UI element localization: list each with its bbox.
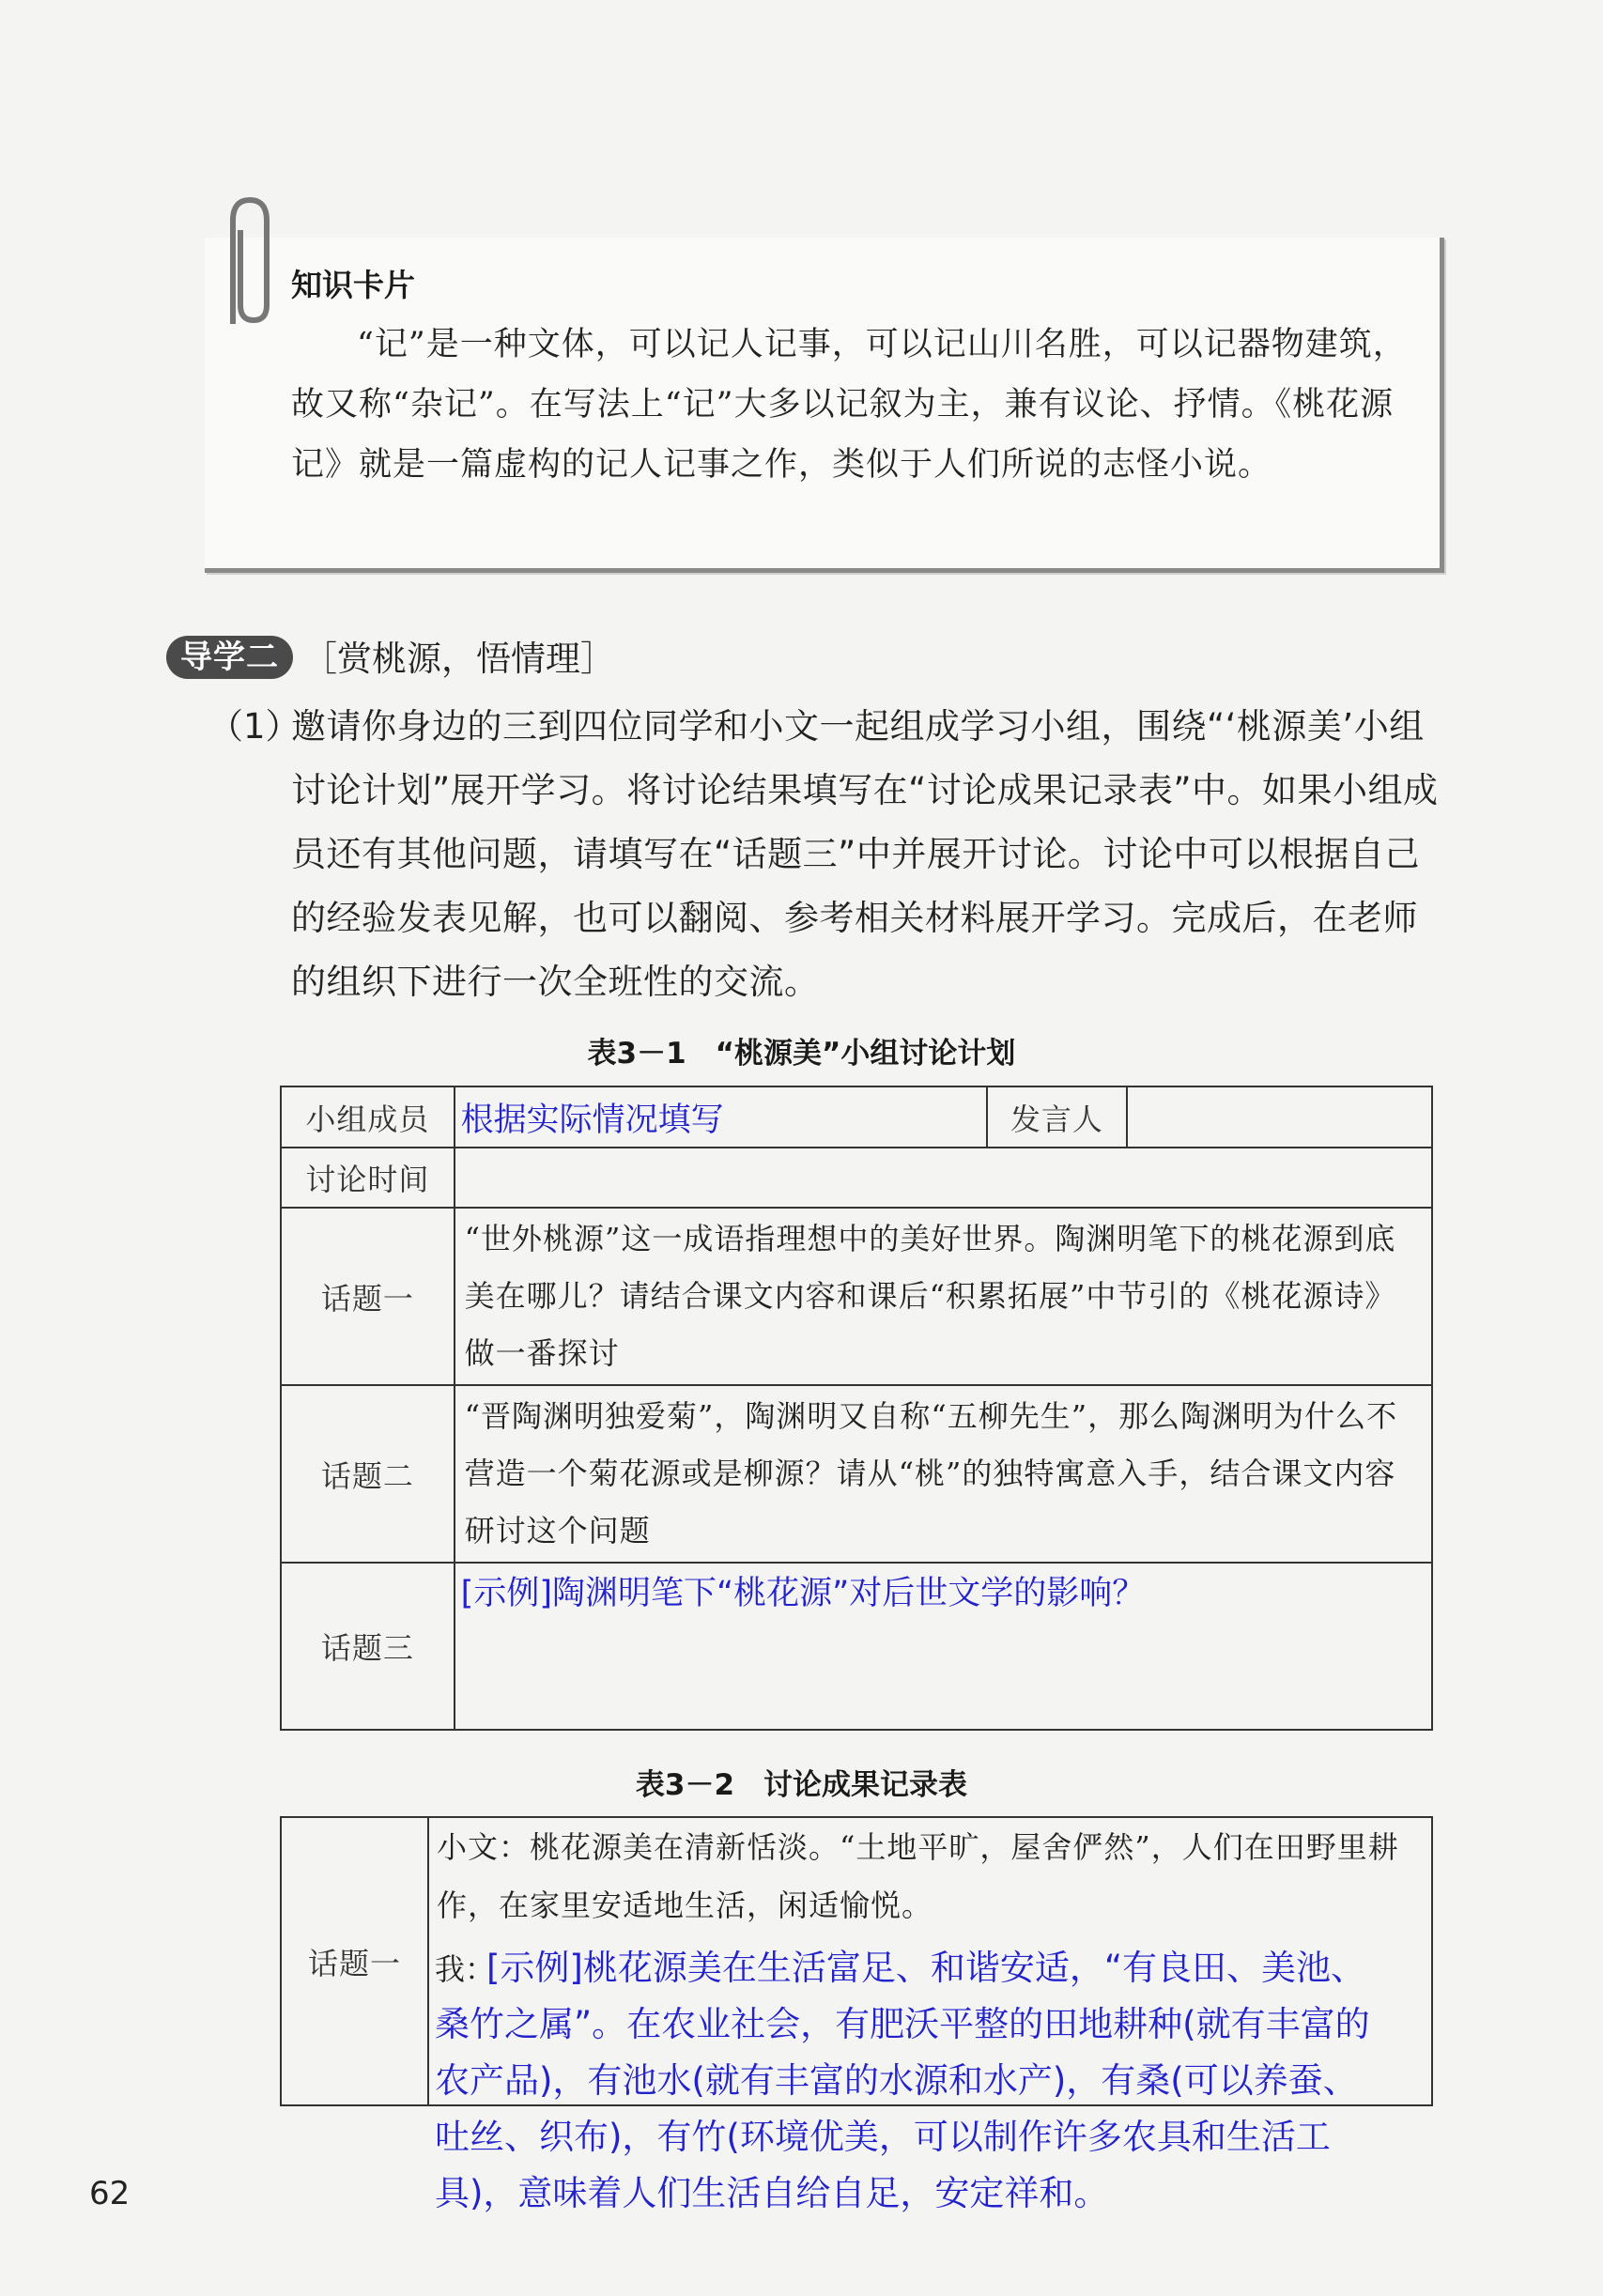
card-body-text: “记”是一种文体，可以记人记事，可以记山川名胜，可以记器物建筑，故又称“杂记”。在写法上“记”大多以记叙为主，兼有议论、抒情。《桃花源记》就是一篇虚构的记人记事之作，类似于人们所说的志怪小说。 bbox=[291, 326, 1407, 484]
card-body bbox=[291, 315, 1418, 495]
speaker-value[interactable] bbox=[1127, 1086, 1432, 1148]
topic1-label: 话题一 bbox=[281, 1208, 455, 1385]
paperclip-icon bbox=[205, 193, 280, 333]
results-topic1-label: 话题一 bbox=[281, 1817, 428, 2105]
me-answer-line-5: 具)，意味着人们生活自给自足，安定祥和。 bbox=[435, 2173, 1109, 2213]
question-paragraph bbox=[208, 695, 1443, 1014]
me-answer-line-1: [示例]桃花源美在生活富足、和谐安适，“有良田、美池、 bbox=[486, 1948, 1366, 1988]
table2-caption: 表3－2 讨论成果记录表 bbox=[635, 1768, 968, 1802]
time-value[interactable] bbox=[455, 1148, 1432, 1208]
speaker-label: 发言人 bbox=[987, 1086, 1126, 1148]
me-answer-line-3: 农产品)，有池水(就有丰富的水源和水产)，有桑(可以养蚕、 bbox=[435, 2060, 1358, 2101]
members-value-text: 根据实际情况填写 bbox=[460, 1101, 724, 1139]
discussion-plan-table bbox=[280, 1086, 1433, 1731]
topic1-text: “世外桃源”这一成语指理想中的美好世界。陶渊明笔下的桃花源到底美在哪儿？请结合课文内容和课后“积累拓展”中节引的《桃花源诗》做一番探讨 bbox=[455, 1208, 1432, 1385]
table1-caption: 表3－1 “桃源美”小组讨论计划 bbox=[587, 1037, 1016, 1071]
question-number: （1） bbox=[208, 706, 301, 747]
members-value bbox=[455, 1086, 988, 1148]
question-text: 邀请你身边的三到四位同学和小文一起组成学习小组，围绕“‘桃源美’小组讨论计划”展开学习。将讨论结果填写在“讨论成果记录表”中。如果小组成员还有其他问题，请填写在“话题三”中并展开讨论。讨论中可以根据自己的经验发表见解，也可以翻阅、参考相关材料展开学习。完成后，在老师的组织下进行一次全班性的交流。 bbox=[291, 706, 1439, 1002]
topic3-cell bbox=[455, 1563, 1432, 1730]
guide-badge: 导学二 bbox=[166, 636, 293, 679]
card-title: 知识卡片 bbox=[291, 267, 415, 303]
topic2-text: “晋陶渊明独爱菊”，陶渊明又自称“五柳先生”，那么陶渊明为什么不营造一个菊花源或是柳源？请从“桃”的独特寓意入手，结合课文内容研讨这个问题 bbox=[455, 1385, 1432, 1563]
topic3-text: [示例]陶渊明笔下“桃花源”对后世文学的影响？ bbox=[460, 1575, 1146, 1612]
guide-title: ［赏桃源，悟情理］ bbox=[302, 639, 615, 679]
topic2-label: 话题二 bbox=[281, 1385, 455, 1563]
xiaowen-text: 小文：桃花源美在清新恬淡。“土地平旷，屋舍俨然”，人们在田野里耕作，在家里安适地生活，闲适愉悦。 bbox=[437, 1829, 1399, 1923]
members-label: 小组成员 bbox=[281, 1086, 455, 1148]
time-label: 讨论时间 bbox=[281, 1148, 455, 1208]
me-answer-line-4: 吐丝、织布)，有竹(环境优美，可以制作许多农具和生活工 bbox=[435, 2117, 1331, 2157]
topic3-label: 话题三 bbox=[281, 1563, 455, 1730]
me-prefix: 我： bbox=[435, 1951, 496, 1987]
page-number: 62 bbox=[89, 2175, 131, 2212]
me-answer-line-2: 桑竹之属”。在农业社会，有肥沃平整的田地耕种(就有丰富的 bbox=[435, 2004, 1370, 2044]
